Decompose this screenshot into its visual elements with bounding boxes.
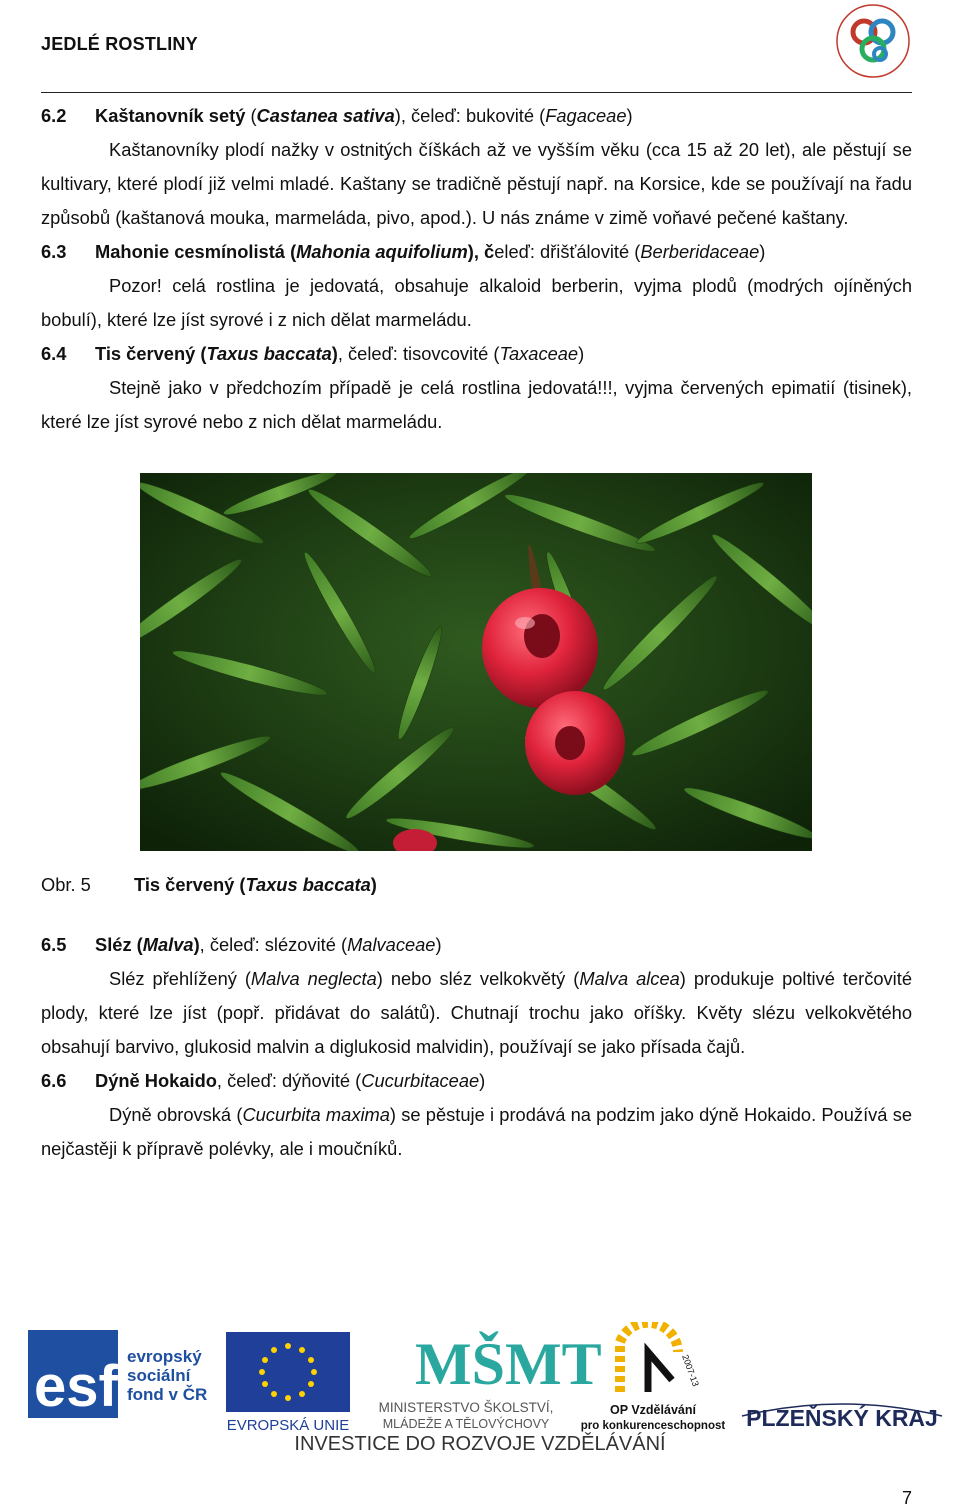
paragraph-6-3: Pozor! celá rostlina je jedovatá, obsahuje alkaloid berberin, vyjma plodů (modrých ojíněných bobulí), které lze jíst syrové i z nich dělat marmeládu. xyxy=(41,275,912,330)
esf-line-2: sociální xyxy=(127,1366,191,1385)
msmt-logo xyxy=(379,1331,602,1431)
figure-caption: Obr. 5 Tis červený (Taxus baccata) xyxy=(41,874,377,895)
taxus-baccata-photo xyxy=(140,473,812,851)
eu-flag-logo xyxy=(226,1332,350,1434)
running-header-title: JEDLÉ ROSTLINY xyxy=(41,34,198,54)
plzensky-kraj-logo xyxy=(742,1404,942,1431)
op-line-1: OP Vzdělávání xyxy=(610,1403,696,1417)
paragraph-6-5: Sléz přehlížený (Malva neglecta) nebo sléz velkokvětý (Malva alcea) produkuje poltivé terčovité plody, které lze jíst (popř. přidávat do salátů). Chutnají trochu jako oříšky. Květy slézu velkokvětého obsahují barvivo, glukosid malvin a diglukosid malvidin), používají se jako přísada čajů. xyxy=(41,968,912,1057)
footer-logo-bar xyxy=(0,1322,960,1452)
heading-6-4: 6.4 Tis červený (Taxus baccata), čeleď: tisovcovité (Taxaceae) xyxy=(41,343,585,364)
kraj-label: PLZEŇSKÝ KRAJ xyxy=(746,1405,938,1431)
op-vk-logo xyxy=(581,1323,726,1432)
op-badge: 2007-13 xyxy=(680,1353,701,1388)
esf-logo xyxy=(28,1330,207,1419)
header-rule xyxy=(41,92,912,93)
paragraph-6-6: Dýně obrovská (Cucurbita maxima) se pěstuje i prodává na podzim jako dýně Hokaido. Používá se nejčastěji k přípravě polévky, ale i moučníků. xyxy=(41,1104,913,1159)
esf-line-3: fond v ČR xyxy=(127,1385,208,1404)
msmt-line-1: MINISTERSTVO ŠKOLSTVÍ, xyxy=(378,1400,554,1415)
msmt-line-2: MLÁDEŽE A TĚLOVÝCHOVY xyxy=(382,1417,550,1431)
svg-text:esf: esf xyxy=(34,1354,118,1419)
page-number: 7 xyxy=(901,1488,912,1508)
praktika-logo xyxy=(834,2,912,80)
text-block-bottom xyxy=(41,928,912,1166)
eu-label: EVROPSKÁ UNIE xyxy=(226,1417,350,1434)
paragraph-6-2: Kaštanovníky plodí nažky v ostnitých číškách až ve vyšším věku (cca 15 až 20 let), ale pěstují se kultivary, které plodí již velmi mladé. Kaštany se tradičně pěstují např. na Korsice, kde se používají na řadu způsobů (kaštanová mouka, marmeláda, pivo, apod.). U nás známe v zimě voňavé pečené kaštany. xyxy=(41,139,912,228)
esf-line-1: evropský xyxy=(127,1347,202,1366)
paragraph-6-4: Stejně jako v předchozím případě je celá rostlina jedovatá!!!, vyjma červených epimatií (tisinek), které lze jíst syrové nebo z nich dělat marmeládu. xyxy=(41,377,912,432)
heading-6-6: 6.6 Dýně Hokaido, čeleď: dýňovité (Cucurbitaceae) xyxy=(41,1070,486,1091)
heading-6-2: 6.2 Kaštanovník setý (Castanea sativa), čeleď: bukovité (Fagaceae) xyxy=(41,105,633,126)
heading-6-5: 6.5 Sléz (Malva), čeleď: slézovité (Malvaceae) xyxy=(41,934,442,955)
op-line-2: pro konkurenceschopnost xyxy=(580,1420,726,1432)
heading-6-3: 6.3 Mahonie cesmínolistá (Mahonia aquifolium), čeleď: dřišťálovité (Berberidaceae) xyxy=(41,241,766,262)
text-block-top xyxy=(41,99,912,439)
footer-slogan: INVESTICE DO ROZVOJE VZDĚLÁVÁNÍ xyxy=(294,1433,666,1452)
svg-text:MŠMT: MŠMT xyxy=(415,1331,602,1397)
